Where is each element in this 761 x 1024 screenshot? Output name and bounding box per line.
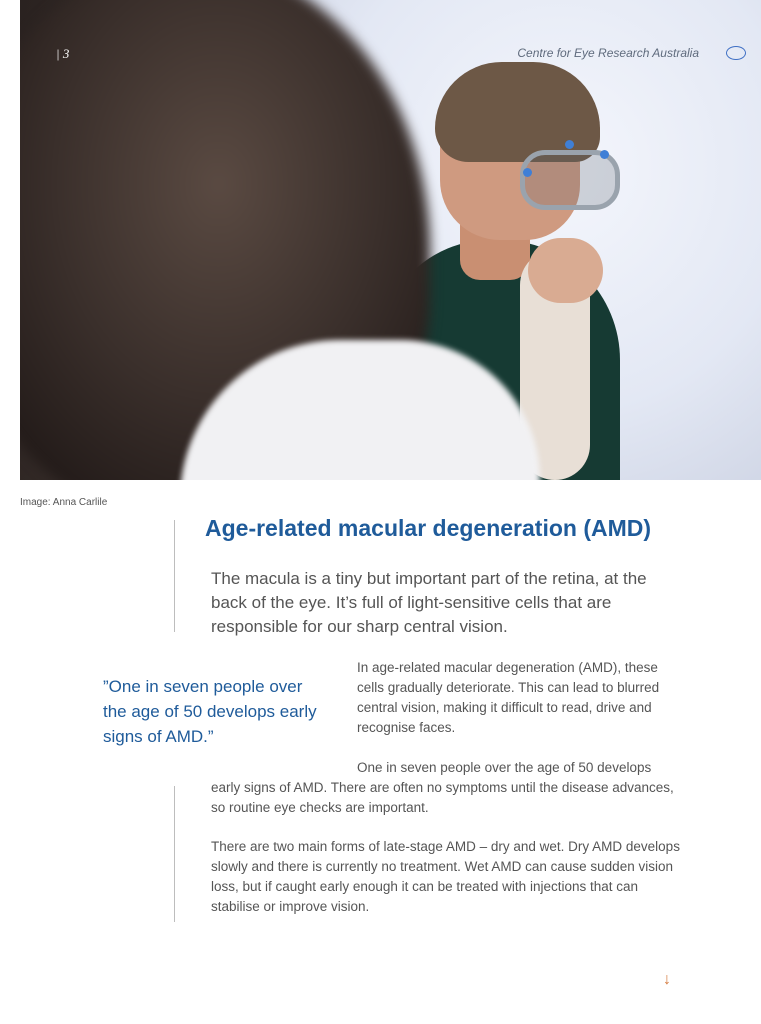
page-title: Age-related macular degeneration (AMD) xyxy=(205,515,652,541)
body-paragraph-3: There are two main forms of late-stage AMD – dry and wet. Dry AMD develops slowly and there is currently no treatment. Wet AMD can cause sudden vision loss, but if caught early enough it can be treated with injections that can stabilise or improve vision. xyxy=(211,839,680,914)
trial-frame-knob xyxy=(565,140,574,149)
patient-hair xyxy=(435,62,600,162)
body-divider xyxy=(174,786,175,922)
hero-photo xyxy=(20,0,761,480)
body-paragraph-2-rest: early signs of AMD. There are often no symptoms until the disease advances, so routine eye checks are important. xyxy=(211,780,674,815)
page-number: | 3 xyxy=(56,46,70,61)
trial-frame-glasses xyxy=(520,150,620,210)
intro-paragraph: The macula is a tiny but important part of the retina, at the back of the eye. It’s full of light-sensitive cells that are responsible for our sharp central vision. xyxy=(211,569,647,636)
body-paragraph-2-first-line: One in seven people over the age of 50 develops xyxy=(357,760,652,775)
photo-caption: Image: Anna Carlile xyxy=(20,497,108,508)
body-paragraph-2 xyxy=(211,758,681,818)
pull-quote-line: signs of AMD.” xyxy=(103,727,214,746)
oval-logo-icon xyxy=(726,46,746,60)
down-arrow-icon[interactable]: ↓ xyxy=(663,971,671,988)
trial-frame-knob xyxy=(600,150,609,159)
examiner-hand xyxy=(528,238,603,303)
pull-quote-line: ”One in seven people over xyxy=(103,677,303,696)
organisation-name: Centre for Eye Research Australia xyxy=(517,46,699,60)
body-paragraph-1: In age-related macular degeneration (AMD), these cells gradually deteriorate. This can lead to blurred central vision, making it difficult to read, drive and recognise faces. xyxy=(357,660,660,735)
pull-quote xyxy=(103,674,343,749)
trial-frame-knob xyxy=(523,168,532,177)
pull-quote-line: the age of 50 develops early xyxy=(103,702,317,721)
intro-divider xyxy=(174,520,175,632)
